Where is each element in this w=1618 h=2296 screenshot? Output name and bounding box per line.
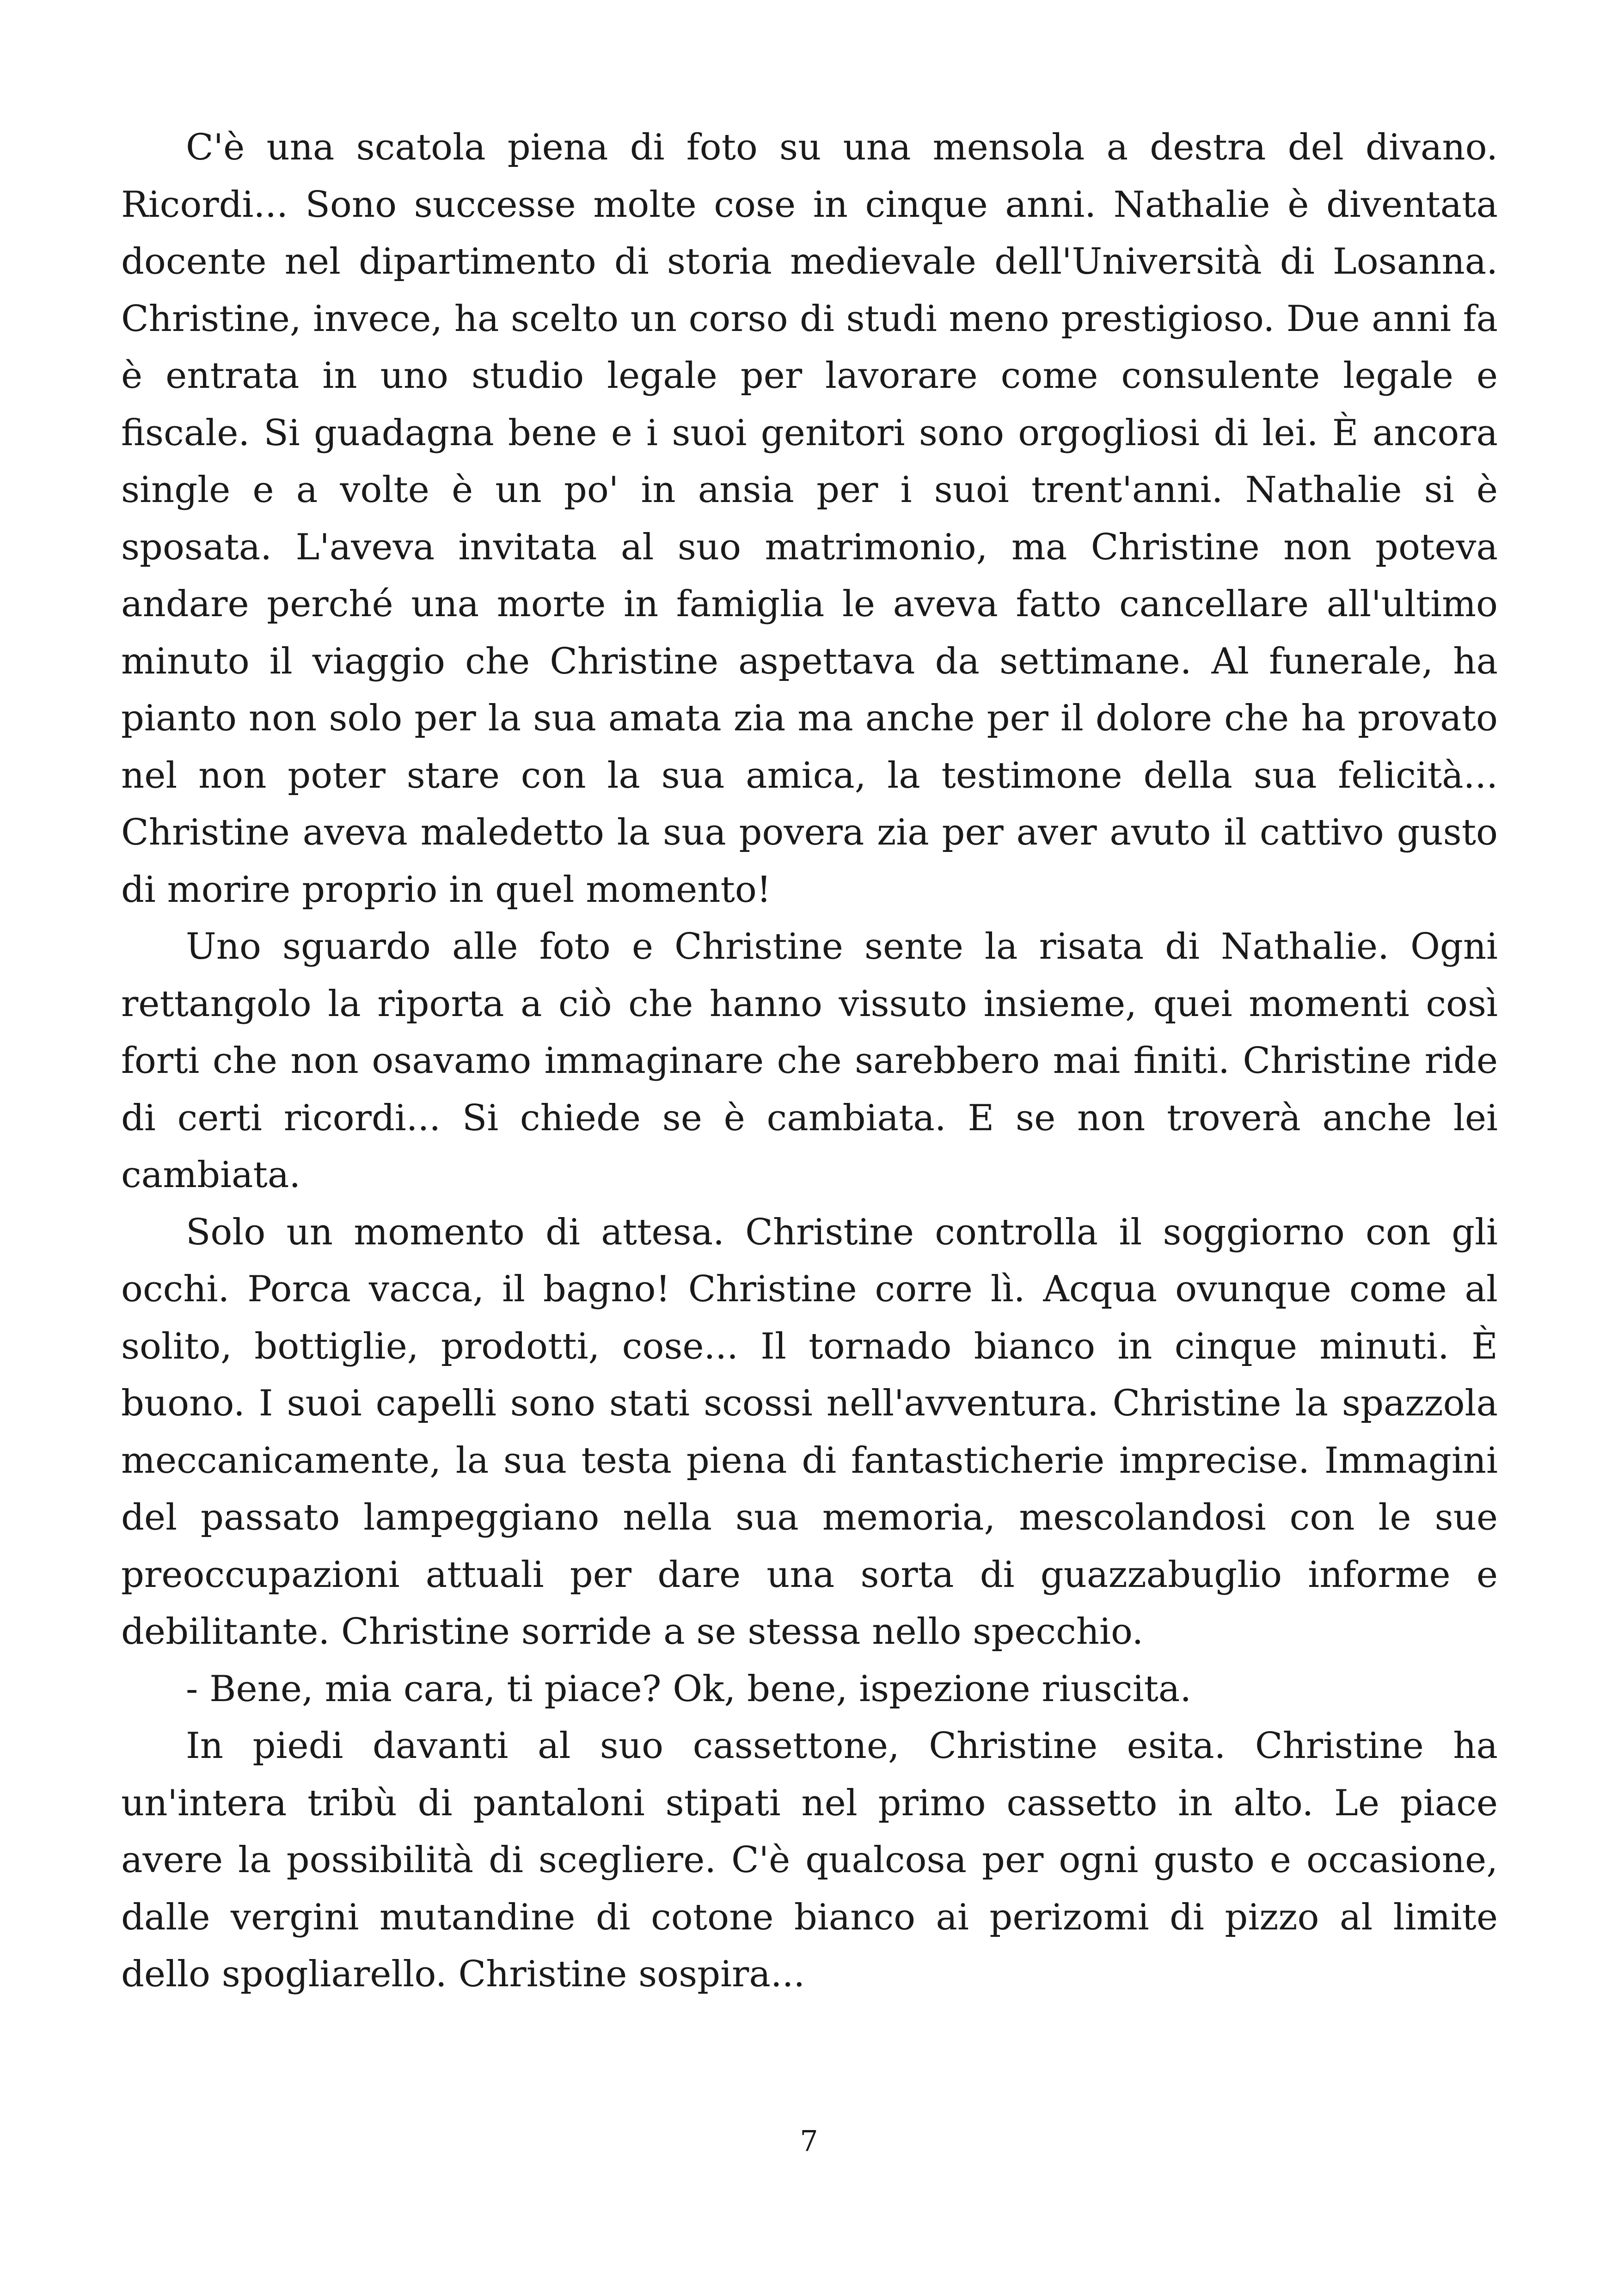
page-number: 7 bbox=[800, 2124, 818, 2158]
paragraph: Uno sguardo alle foto e Christine sente la risata di Nathalie. Ogni rettangolo la riporta a ciò che hanno vissuto insieme, quei momenti così forti che non osavamo immaginare che sarebbero mai finiti. Christine ride di certi ricordi... Si chiede se è cambiata. E se non troverà anche lei cambiata. bbox=[121, 926, 1498, 1196]
paragraph: Solo un momento di attesa. Christine controlla il soggiorno con gli occhi. Porca vacca, il bagno! Christine corre lì. Acqua ovunque come al solito, bottiglie, prodotti, cose... Il tornado bianco in cinque minuti. È buono. I suoi capelli sono stati scossi nell'avventura. Christine la spazzola meccanicamente, la sua testa piena di fantasticherie imprecise. Immagini del passato lampeggiano nella sua memoria, mescolandosi con le sue preoccupazioni attuali per dare una sorta di guazzabuglio informe e debilitante. Christine sorride a se stessa nello specchio. bbox=[121, 1211, 1498, 1653]
body-text bbox=[121, 119, 1498, 2003]
paragraph: - Bene, mia cara, ti piace? Ok, bene, ispezione riuscita. bbox=[186, 1668, 1192, 1710]
paragraph: C'è una scatola piena di foto su una mensola a destra del divano. Ricordi... Sono successe molte cose in cinque anni. Nathalie è diventata docente nel dipartimento di storia medievale dell'Università di Losanna. Christine, invece, ha scelto un corso di studi meno prestigioso. Due anni fa è entrata in uno studio legale per lavorare come consulente legale e fiscale. Si guadagna bene e i suoi genitori sono orgogliosi di lei. È ancora single e a volte è un po' in ansia per i suoi trent'anni. Nathalie si è sposata. L'aveva invitata al suo matrimonio, ma Christine non poteva andare perché una morte in famiglia le aveva fatto cancellare all'ultimo minuto il viaggio che Christine aspettava da settimane. Al funerale, ha pianto non solo per la sua amata zia ma anche per il dolore che ha provato nel non poter stare con la sua amica, la testimone della sua felicità... Christine aveva maledetto la sua povera zia per aver avuto il cattivo gusto di morire proprio in quel momento! bbox=[121, 127, 1498, 911]
paragraph: In piedi davanti al suo cassettone, Christine esita. Christine ha un'intera tribù di pantaloni stipati nel primo cassetto in alto. Le piace avere la possibilità di scegliere. C'è qualcosa per ogni gusto e occasione, dalle vergini mutandine di cotone bianco ai perizomi di pizzo al limite dello spogliarello. Christine sospira... bbox=[121, 1725, 1498, 1995]
